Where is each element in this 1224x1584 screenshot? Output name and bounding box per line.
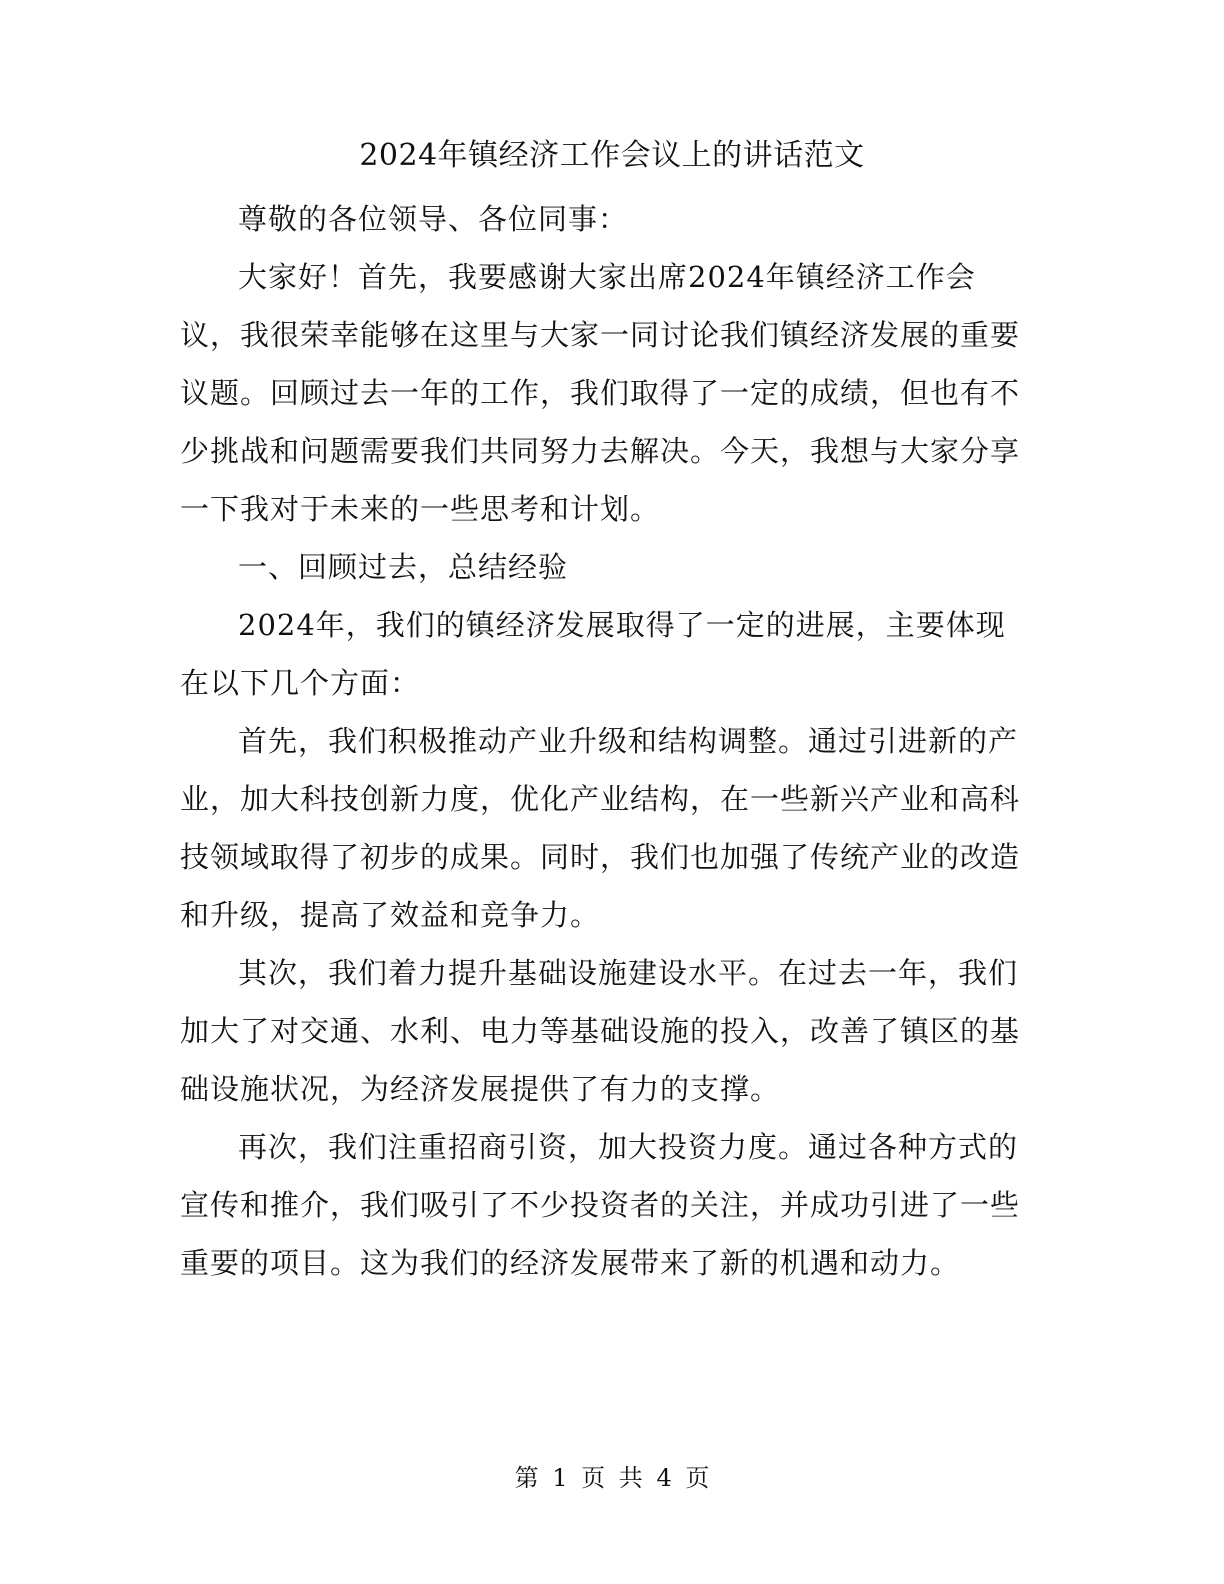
- paragraph-investment: 再次，我们注重招商引资，加大投资力度。通过各种方式的宣传和推介，我们吸引了不少投资者的关注，并成功引进了一些重要的项目。这为我们的经济发展带来了新的机遇和动力。: [180, 1130, 1021, 1280]
- paragraph-industry: 首先，我们积极推动产业升级和结构调整。通过引进新的产业，加大科技创新力度，优化产业结构，在一些新兴产业和高科技领域取得了初步的成果。同时，我们也加强了传统产业的改造和升级，提高了效益和竞争力。: [180, 724, 1021, 932]
- salutation: 尊敬的各位领导、各位同事：: [238, 202, 629, 236]
- paragraph-infrastructure: 其次，我们着力提升基础设施建设水平。在过去一年，我们加大了对交通、水利、电力等基础设施的投入，改善了镇区的基础设施状况，为经济发展提供了有力的支撑。: [180, 956, 1021, 1106]
- paragraph-overview: 2024年，我们的镇经济发展取得了一定的进展，主要体现在以下几个方面：: [180, 608, 1006, 700]
- page-number-footer: 第 1 页 共 4 页: [514, 1464, 710, 1492]
- document-title: 2024年镇经济工作会议上的讲话范文: [359, 138, 865, 173]
- document-body: [180, 190, 1020, 1292]
- section-heading: 一、回顾过去，总结经验: [238, 550, 569, 584]
- paragraph-intro: 大家好！首先，我要感谢大家出席2024年镇经济工作会议，我很荣幸能够在这里与大家一同讨论我们镇经济发展的重要议题。回顾过去一年的工作，我们取得了一定的成绩，但也有不少挑战和问题需要我们共同努力去解决。今天，我想与大家分享一下我对于未来的一些思考和计划。: [180, 260, 1021, 526]
